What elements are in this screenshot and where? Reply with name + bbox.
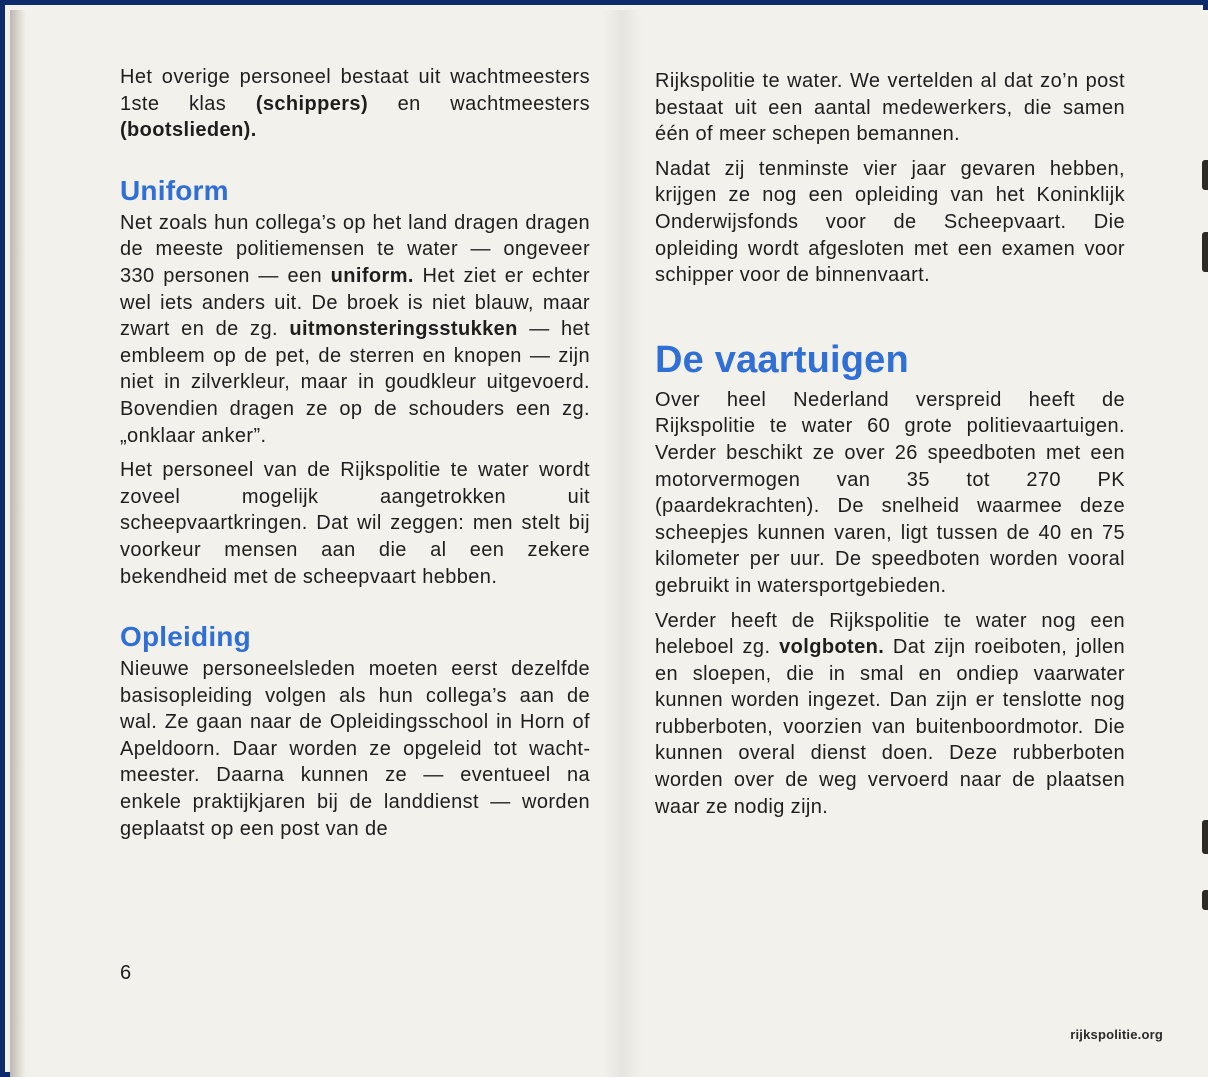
right-paragraph-2: Nadat zij tenminste vier jaar gevaren hebben, krijgen ze nog een opleiding van het Koninklijk Onderwijsfonds voor de Scheepvaart. Die opleiding wordt afgesloten met een examen voor schipper voor de binnenvaart. <box>655 157 1125 287</box>
uniform-paragraph-1: Net zoals hun collega’s op het land dragen dragen de meeste politiemensen te water — ongeveer 330 personen — een uniform. Het ziet er echter wel iets anders uit. De broek is niet blauw, maar zwart en de zg. uitmonsteringsstukken — het embleem op de pet, de sterren en knopen — zijn niet in zilverkleur, maar in goudkleur uitgevoerd. Bovendien dragen ze op de schouders een zg. „onklaar anker”. <box>120 211 590 447</box>
uniform-paragraph-2: Het personeel van de Rijkspolitie te water wordt zoveel mogelijk aangetrokken uit scheepvaartkringen. Dat wil zeggen: men stelt bij voorkeur mensen aan die al een zekere bekendheid met de scheepvaart hebben. <box>120 459 590 588</box>
right-column <box>655 68 1125 828</box>
bold-term: volgboten. <box>779 636 885 659</box>
bold-term: uniform. <box>330 264 414 287</box>
uniform-heading: Uniform <box>120 174 229 206</box>
page-edge-mark <box>1202 890 1208 910</box>
book-page <box>10 10 1208 1077</box>
opleiding-heading: Opleiding <box>120 621 251 653</box>
page-edge-mark <box>1202 820 1208 854</box>
opleiding-paragraph-1: Nieuwe personeelsleden moeten eerst dezelfde basisopleiding volgen als hun collega’s aan de wal. Ze gaan naar de Opleidingsschool in Horn of Apeldoorn. Daar worden ze opgeleid tot wachtmeester. Daarna kunnen ze — eventueel na enkele praktijkjaren bij de landdienst — worden geplaatst op een post van de <box>120 658 590 840</box>
page-binding-shadow <box>10 10 26 1077</box>
vaartuigen-paragraph-2: Verder heeft de Rijkspolitie te water nog een heleboel zg. volgboten. Dat zijn roeiboten, jollen en sloepen, die in smal en ondiep vaarwater kunnen worden ingezet. Dan zijn er tenslotte nog rubberboten, voorzien van buitenboordmotor. Die kunnen overal dienst doen. Deze rubberboten worden over de weg vervoerd naar de plaatsen waar ze nodig zijn. <box>655 609 1125 818</box>
left-column <box>120 64 590 850</box>
column-gutter <box>602 10 642 1077</box>
intro-paragraph: Het overige personeel bestaat uit wachtmeesters 1ste klas (schippers) en wachtmeesters (bootslieden). <box>120 66 590 142</box>
bold-term: uitmonsteringsstukken <box>289 318 518 341</box>
right-paragraph-1: Rijkspolitie te water. We vertelden al dat zo’n post bestaat uit een aantal medewerkers, die samen één of meer schepen bemannen. <box>655 70 1125 146</box>
vaartuigen-paragraph-1: Over heel Nederland verspreid heeft de Rijkspolitie te water 60 grote politievaartuigen. Verder beschikt ze over 26 speedboten met een motorvermogen van 35 tot 270 PK (paardekrachten). De snelheid waarmee deze scheepjes kunnen varen, ligt tussen de 40 en 75 kilometer per uur. De speedboten worden vooral gebruikt in watersportgebieden. <box>655 388 1125 597</box>
page-edge-mark <box>1202 232 1208 272</box>
bold-term: (schippers) <box>255 92 369 115</box>
bold-term: (bootslieden). <box>120 119 257 142</box>
page-edge-mark <box>1202 160 1208 190</box>
vaartuigen-heading: De vaartuigen <box>655 338 909 381</box>
page-number: 6 <box>120 962 132 984</box>
site-watermark: rijkspolitie.org <box>1070 1027 1163 1042</box>
